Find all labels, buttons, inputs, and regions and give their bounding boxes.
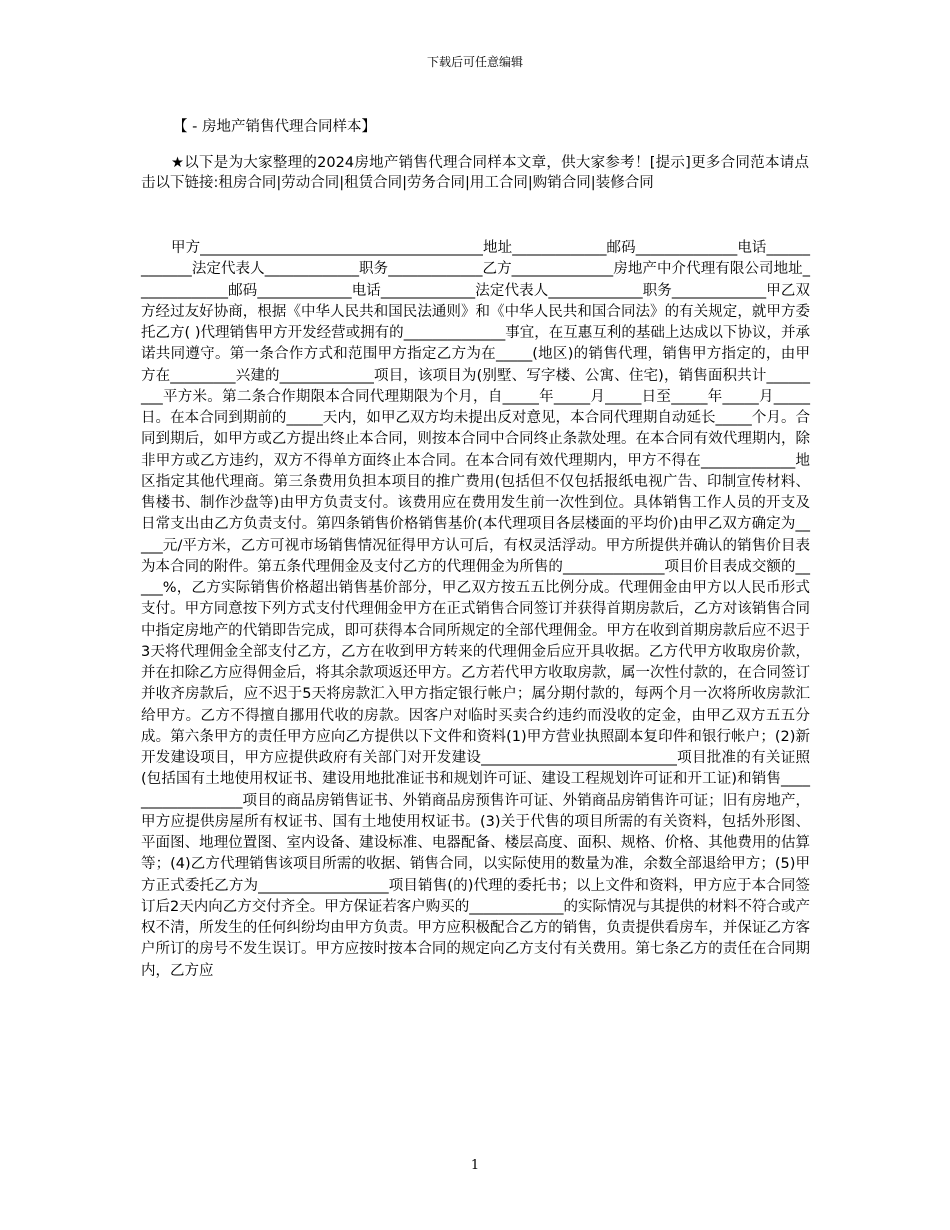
page-header-note: 下载后可任意编辑 bbox=[426, 55, 523, 69]
contract-body-paragraph: 甲方_______________________________________地址_____________邮码______________电话_____________法定代表人_____________职务_____________乙方______________房地产中介代理有限公司地址_____________邮码_____________电话_____________法定代表人_____________职务_____________甲乙双方经过友好协商，根据《中华人民共和国民法通则》和《中华人民共和国合同法》的有关规定，就甲方委托乙方( )代理销售甲方开发经营或拥有的______________事宜，在互惠互利的基础上达成以下协议，并承诺共同遵守。第一条合作方式和范围甲方指定乙方为在_____(地区)的销售代理，销售甲方指定的，由甲方在_________兴建的_____________项目，该项目为(别墅、写字楼、公寓、住宅)，销售面积共计_________平方米。第二条合作期限本合同代理期限为个月，自_____年_____月_____日至_____年_____月_____日。在本合同到期前的_____天内，如甲乙双方均未提出反对意见，本合同代理期自动延长_____个月。合同到期后，如甲方或乙方提出终止本合同，则按本合同中合同终止条款处理。在本合同有效代理期内，除非甲方或乙方违约，双方不得单方面终止本合同。在本合同有效代理期内，甲方不得在_____________地区指定其他代理商。第三条费用负担本项目的推广费用(包括但不仅包括报纸电视广告、印制宣传材料、售楼书、制作沙盘等)由甲方负责支付。该费用应在费用发生前一次性到位。具体销售工作人员的开支及日常支出由乙方负责支付。第四条销售价格销售基价(本代理项目各层楼面的平均价)由甲乙双方确定为_____元/平方米，乙方可视市场销售情况征得甲方认可后，有权灵活浮动。甲方所提供并确认的销售价目表为本合同的附件。第五条代理佣金及支付乙方的代理佣金为所售的______________项目价目表成交额的_____%，乙方实际销售价格超出销售基价部分，甲乙双方按五五比例分成。代理佣金由甲方以人民币形式支付。甲方同意按下列方式支付代理佣金甲方在正式销售合同签订并获得首期房款后，乙方对该销售合同中指定房地产的代销即告完成，即可获得本合同所规定的全部代理佣金。甲方在收到首期房款后应不迟于3天将代理佣金全部支付乙方，乙方在收到甲方转来的代理佣金后应开具收据。乙方代甲方收取房价款，并在扣除乙方应得佣金后，将其余款项返还甲方。乙方若代甲方收取房款，属一次性付款的，在合同签订并收齐房款后，应不迟于5天将房款汇入甲方指定银行帐户；属分期付款的，每两个月一次将所收房款汇给甲方。乙方不得擅自挪用代收的房款。因客户对临时买卖合约违约而没收的定金，由甲乙双方五五分成。第六条甲方的责任甲方应向乙方提供以下文件和资料(1)甲方营业执照副本复印件和银行帐户；(2)新开发建设项目，甲方应提供政府有关部门对开发建设___________________________项目批准的有关证照(包括国有土地使用权证书、建设用地批准证书和规划许可证、建设工程规划许可证和开工证)和销售__________________项目的商品房销售证书、外销商品房预售许可证、外销商品房销售许可证；旧有房地产，甲方应提供房屋所有权证书、国有土地使用权证书。(3)关于代售的项目所需的有关资料，包括外形图、平面图、地理位置图、室内设备、建设标准、电器配备、楼层高度、面积、规格、价格、其他费用的估算等；(4)乙方代理销售该项目所需的收据、销售合同，以实际使用的数量为准，余数全部退给甲方；(5)甲方正式委托乙方为__________________项目销售(的)代理的委托书；以上文件和资料，甲方应于本合同签订后2天内向乙方交付齐全。甲方保证若客户购买的_____________的实际情况与其提供的材料不符合或产权不清，所发生的任何纠纷均由甲方负责。甲方应积极配合乙方的销售，负责提供看房车，并保证乙方客户所订的房号不发生误订。甲方应按时按本合同的规定向乙方支付有关费用。第七条乙方的责任在合同期内，乙方应 bbox=[141, 240, 810, 979]
intro-paragraph: ★以下是为大家整理的2024房地产销售代理合同样本文章，供大家参考！[提示]更多合同范本请点击以下链接:租房合同|劳动合同|租赁合同|劳务合同|用工合同|购销合同|装修合同 bbox=[141, 155, 809, 191]
document-title: 【 - 房地产销售代理合同样本】 bbox=[173, 119, 376, 135]
page-number: 1 bbox=[470, 1158, 480, 1173]
